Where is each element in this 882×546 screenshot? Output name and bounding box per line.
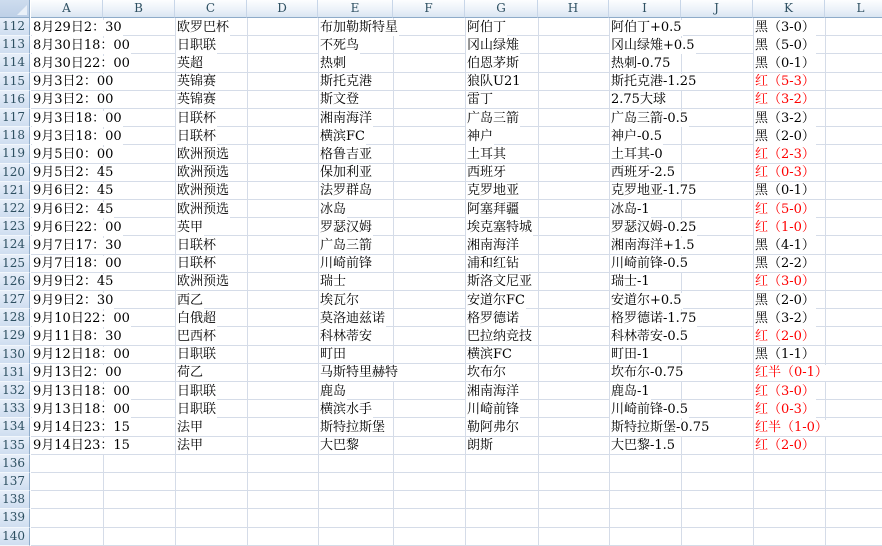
cell-E132[interactable]: 鹿岛 [320,383,347,399]
gridline-horizontal [31,472,882,473]
cell-K132[interactable]: 红（3-0） [755,383,815,399]
cell-G135[interactable]: 朗斯 [467,438,494,454]
cell-A123[interactable]: 9月6日22：00 [33,219,122,235]
column-header-C[interactable]: C [175,0,247,18]
column-header-A[interactable]: A [31,0,103,18]
cell-A119[interactable]: 9月5日0：00 [33,146,114,162]
cell-C125[interactable]: 日联杯 [177,256,217,272]
gridline-vertical [247,18,248,546]
cell-K116[interactable]: 红（3-2） [755,92,815,108]
gridline-vertical [393,18,394,546]
cell-G114[interactable]: 伯恩茅斯 [467,55,520,71]
cell-I127[interactable]: 安道尔+0.5 [611,292,682,308]
select-all-triangle-icon [17,5,27,15]
cell-I116[interactable]: 2.75大球 [611,92,666,108]
cell-E117[interactable]: 湘南海洋 [320,110,373,126]
cell-A132[interactable]: 9月13日18：00 [33,383,130,399]
cell-I126[interactable]: 瑞士-1 [611,274,650,290]
gridline-vertical [538,18,539,546]
cell-C117[interactable]: 日联杯 [177,110,217,126]
cell-I114[interactable]: 热刺-0.75 [611,55,671,71]
row-header-120[interactable]: 120 [0,164,30,182]
cell-C129[interactable]: 巴西杯 [177,328,217,344]
cell-C131[interactable]: 荷乙 [177,365,204,381]
column-header-G[interactable]: G [465,0,538,18]
cell-G123[interactable]: 埃克塞特城 [467,219,533,235]
cell-K119[interactable]: 红（2-3） [755,146,815,162]
cell-I130[interactable]: 町田-1 [611,347,650,363]
row-header-121[interactable]: 121 [0,182,30,200]
cell-A115[interactable]: 9月3日2：00 [33,74,114,90]
cell-A120[interactable]: 9月5日2：45 [33,165,114,181]
column-header-B[interactable]: B [103,0,175,18]
row-header-115[interactable]: 115 [0,73,30,91]
cell-C127[interactable]: 西乙 [177,292,204,308]
cell-E116[interactable]: 斯文登 [320,92,360,108]
cell-K131[interactable]: 红半（0-1） [755,365,828,381]
cell-A133[interactable]: 9月13日18：00 [33,401,130,417]
cell-A129[interactable]: 9月11日8：30 [33,328,122,344]
cell-G132[interactable]: 湘南海洋 [467,383,520,399]
row-header-129[interactable]: 129 [0,327,30,345]
cell-G127[interactable]: 安道尔FC [467,292,525,308]
cell-E121[interactable]: 法罗群岛 [320,183,373,199]
cell-G112[interactable]: 阿伯丁 [467,19,507,35]
row-header-124[interactable]: 124 [0,236,30,254]
row-header-112[interactable]: 112 [0,18,30,36]
cell-K122[interactable]: 红（5-0） [755,201,815,217]
row-header-139[interactable]: 139 [0,509,30,527]
cell-K124[interactable]: 黑（4-1） [755,237,815,253]
cell-G120[interactable]: 西班牙 [467,165,507,181]
cell-K121[interactable]: 黑（0-1） [755,183,815,199]
cell-C118[interactable]: 日联杯 [177,128,217,144]
row-header-122[interactable]: 122 [0,200,30,218]
cell-A116[interactable]: 9月3日2：00 [33,92,114,108]
cell-A118[interactable]: 9月3日18：00 [33,128,122,144]
cell-I124[interactable]: 湘南海洋+1.5 [611,237,695,253]
cell-E113[interactable]: 不死鸟 [320,37,360,53]
cell-A114[interactable]: 8月30日22：00 [33,55,130,71]
cell-C116[interactable]: 英锦赛 [177,92,217,108]
cell-K133[interactable]: 红（0-3） [755,401,815,417]
cell-K112[interactable]: 黑（3-0） [755,19,815,35]
column-header-F[interactable]: F [393,0,465,18]
cell-I122[interactable]: 冰岛-1 [611,201,650,217]
cell-A128[interactable]: 9月10日22：00 [33,310,130,326]
row-header-132[interactable]: 132 [0,382,30,400]
cell-E118[interactable]: 横滨FC [320,128,365,144]
cell-A124[interactable]: 9月7日17：30 [33,237,122,253]
cell-E131[interactable]: 马斯特里赫特 [320,365,399,381]
cell-I123[interactable]: 罗瑟汉姆-0.25 [611,219,697,235]
cell-G122[interactable]: 阿塞拜疆 [467,201,520,217]
cell-C115[interactable]: 英锦赛 [177,74,217,90]
cell-E119[interactable]: 格鲁吉亚 [320,146,373,162]
select-all-corner[interactable] [0,0,30,18]
cell-C122[interactable]: 欧洲预选 [177,201,230,217]
cell-I128[interactable]: 格罗德诺-1.75 [611,310,697,326]
row-header-137[interactable]: 137 [0,473,30,491]
column-header-J[interactable]: J [681,0,753,18]
row-header-117[interactable]: 117 [0,109,30,127]
cell-E122[interactable]: 冰岛 [320,201,347,217]
row-header-131[interactable]: 131 [0,364,30,382]
cell-K113[interactable]: 黑（5-0） [755,37,815,53]
cell-C123[interactable]: 英甲 [177,219,204,235]
cell-E124[interactable]: 广岛三箭 [320,237,373,253]
cell-I133[interactable]: 川崎前锋-0.5 [611,401,689,417]
row-header-134[interactable]: 134 [0,418,30,436]
cell-A113[interactable]: 8月30日18：00 [33,37,130,53]
cell-K117[interactable]: 黑（3-2） [755,110,815,126]
column-header-H[interactable]: H [538,0,609,18]
cell-K126[interactable]: 红（3-0） [755,274,815,290]
row-header-114[interactable]: 114 [0,54,30,72]
cell-I125[interactable]: 川崎前锋-0.5 [611,256,689,272]
cell-K127[interactable]: 黑（2-0） [755,292,815,308]
cell-C132[interactable]: 日职联 [177,383,217,399]
cell-G119[interactable]: 土耳其 [467,146,507,162]
cell-C133[interactable]: 日职联 [177,401,217,417]
cell-G128[interactable]: 格罗德诺 [467,310,520,326]
cell-E125[interactable]: 川崎前锋 [320,256,373,272]
cell-G129[interactable]: 巴拉纳竞技 [467,328,533,344]
cell-G124[interactable]: 湘南海洋 [467,237,520,253]
cell-A126[interactable]: 9月9日2：45 [33,274,114,290]
cell-E133[interactable]: 横滨水手 [320,401,373,417]
row-header-116[interactable]: 116 [0,91,30,109]
cell-I120[interactable]: 西班牙-2.5 [611,165,676,181]
cell-G133[interactable]: 川崎前锋 [467,401,520,417]
row-header-130[interactable]: 130 [0,346,30,364]
cell-C124[interactable]: 日联杯 [177,237,217,253]
cell-E127[interactable]: 埃瓦尔 [320,292,360,308]
cell-I129[interactable]: 科林蒂安-0.5 [611,328,689,344]
cell-E130[interactable]: 町田 [320,347,347,363]
cell-E134[interactable]: 斯特拉斯堡 [320,419,386,435]
cell-C126[interactable]: 欧洲预选 [177,274,230,290]
cell-E135[interactable]: 大巴黎 [320,438,360,454]
cell-G131[interactable]: 坎布尔 [467,365,507,381]
cell-E129[interactable]: 科林蒂安 [320,328,373,344]
cell-G115[interactable]: 狼队U21 [467,74,521,90]
cell-G118[interactable]: 神户 [467,128,494,144]
cell-K125[interactable]: 黑（2-2） [755,256,815,272]
cell-A130[interactable]: 9月12日18：00 [33,347,130,363]
cell-I115[interactable]: 斯托克港-1.25 [611,74,697,90]
cell-C130[interactable]: 日职联 [177,347,217,363]
gridline-vertical [825,18,826,546]
cell-A131[interactable]: 9月13日2：00 [33,365,122,381]
cell-G126[interactable]: 斯洛文尼亚 [467,274,533,290]
row-header-128[interactable]: 128 [0,309,30,327]
cell-E123[interactable]: 罗瑟汉姆 [320,219,373,235]
cell-K128[interactable]: 黑（3-2） [755,310,815,326]
cell-K115[interactable]: 红（5-3） [755,74,815,90]
cell-G116[interactable]: 雷丁 [467,92,494,108]
row-header-125[interactable]: 125 [0,255,30,273]
cell-C112[interactable]: 欧罗巴杯 [177,19,230,35]
row-header-136[interactable]: 136 [0,455,30,473]
column-header-D[interactable]: D [247,0,318,18]
gridline-horizontal [31,527,882,528]
cell-A134[interactable]: 9月14日23：15 [33,419,130,435]
cell-G113[interactable]: 冈山绿雉 [467,37,520,53]
row-header-126[interactable]: 126 [0,273,30,291]
cell-A112[interactable]: 8月29日2：30 [33,19,122,35]
cell-I121[interactable]: 克罗地亚-1.75 [611,183,697,199]
cell-A135[interactable]: 9月14日23：15 [33,438,130,454]
cell-K135[interactable]: 红（2-0） [755,438,815,454]
gridline-horizontal [31,490,882,491]
column-header-K[interactable]: K [753,0,825,18]
cell-C114[interactable]: 英超 [177,55,204,71]
cell-C113[interactable]: 日职联 [177,37,217,53]
row-header-119[interactable]: 119 [0,145,30,163]
row-header-138[interactable]: 138 [0,491,30,509]
row-header-135[interactable]: 135 [0,437,30,455]
cell-A122[interactable]: 9月6日2：45 [33,201,114,217]
cell-A125[interactable]: 9月7日18：00 [33,256,122,272]
cell-G134[interactable]: 勒阿弗尔 [467,419,520,435]
cell-C119[interactable]: 欧洲预选 [177,146,230,162]
cell-I135[interactable]: 大巴黎-1.5 [611,438,676,454]
cell-E114[interactable]: 热刺 [320,55,347,71]
cell-A117[interactable]: 9月3日18：00 [33,110,122,126]
row-header-118[interactable]: 118 [0,127,30,145]
cell-A127[interactable]: 9月9日2：30 [33,292,114,308]
cell-C134[interactable]: 法甲 [177,419,204,435]
cell-I117[interactable]: 广岛三箭-0.5 [611,110,689,126]
cell-G121[interactable]: 克罗地亚 [467,183,520,199]
gridline-horizontal [31,508,882,509]
cell-K134[interactable]: 红半（1-0） [755,419,828,435]
cell-I131[interactable]: 坎布尔-0.75 [611,365,684,381]
cell-E112[interactable]: 布加勒斯特星 [320,19,399,35]
row-header-140[interactable]: 140 [0,528,30,546]
gridline-vertical [681,18,682,546]
cell-C135[interactable]: 法甲 [177,438,204,454]
column-header-E[interactable]: E [318,0,393,18]
cell-I119[interactable]: 土耳其-0 [611,146,663,162]
cell-E126[interactable]: 瑞士 [320,274,347,290]
cell-K120[interactable]: 红（0-3） [755,165,815,181]
cell-C121[interactable]: 欧洲预选 [177,183,230,199]
cell-K123[interactable]: 红（1-0） [755,219,815,235]
cell-K130[interactable]: 黑（1-1） [755,347,815,363]
cell-E128[interactable]: 莫洛迪兹诺 [320,310,386,326]
cell-C120[interactable]: 欧洲预选 [177,165,230,181]
cell-C128[interactable]: 白俄超 [177,310,217,326]
column-header-L[interactable]: L [825,0,882,18]
cell-I132[interactable]: 鹿岛-1 [611,383,650,399]
cell-I118[interactable]: 神户-0.5 [611,128,663,144]
cell-K114[interactable]: 黑（0-1） [755,55,815,71]
cell-G117[interactable]: 广岛三箭 [467,110,520,126]
cell-I113[interactable]: 冈山绿雉+0.5 [611,37,695,53]
cell-K118[interactable]: 黑（2-0） [755,128,815,144]
cell-E115[interactable]: 斯托克港 [320,74,373,90]
cell-K129[interactable]: 红（2-0） [755,328,815,344]
cell-G125[interactable]: 浦和红钻 [467,256,520,272]
row-header-127[interactable]: 127 [0,291,30,309]
cell-I112[interactable]: 阿伯丁+0.5 [611,19,682,35]
cell-I134[interactable]: 斯特拉斯堡-0.75 [611,419,710,435]
column-header-I[interactable]: I [609,0,681,18]
row-header-133[interactable]: 133 [0,400,30,418]
row-header-123[interactable]: 123 [0,218,30,236]
cell-A121[interactable]: 9月6日2：45 [33,183,114,199]
row-header-113[interactable]: 113 [0,36,30,54]
cell-G130[interactable]: 横滨FC [467,347,512,363]
cell-E120[interactable]: 保加利亚 [320,165,373,181]
